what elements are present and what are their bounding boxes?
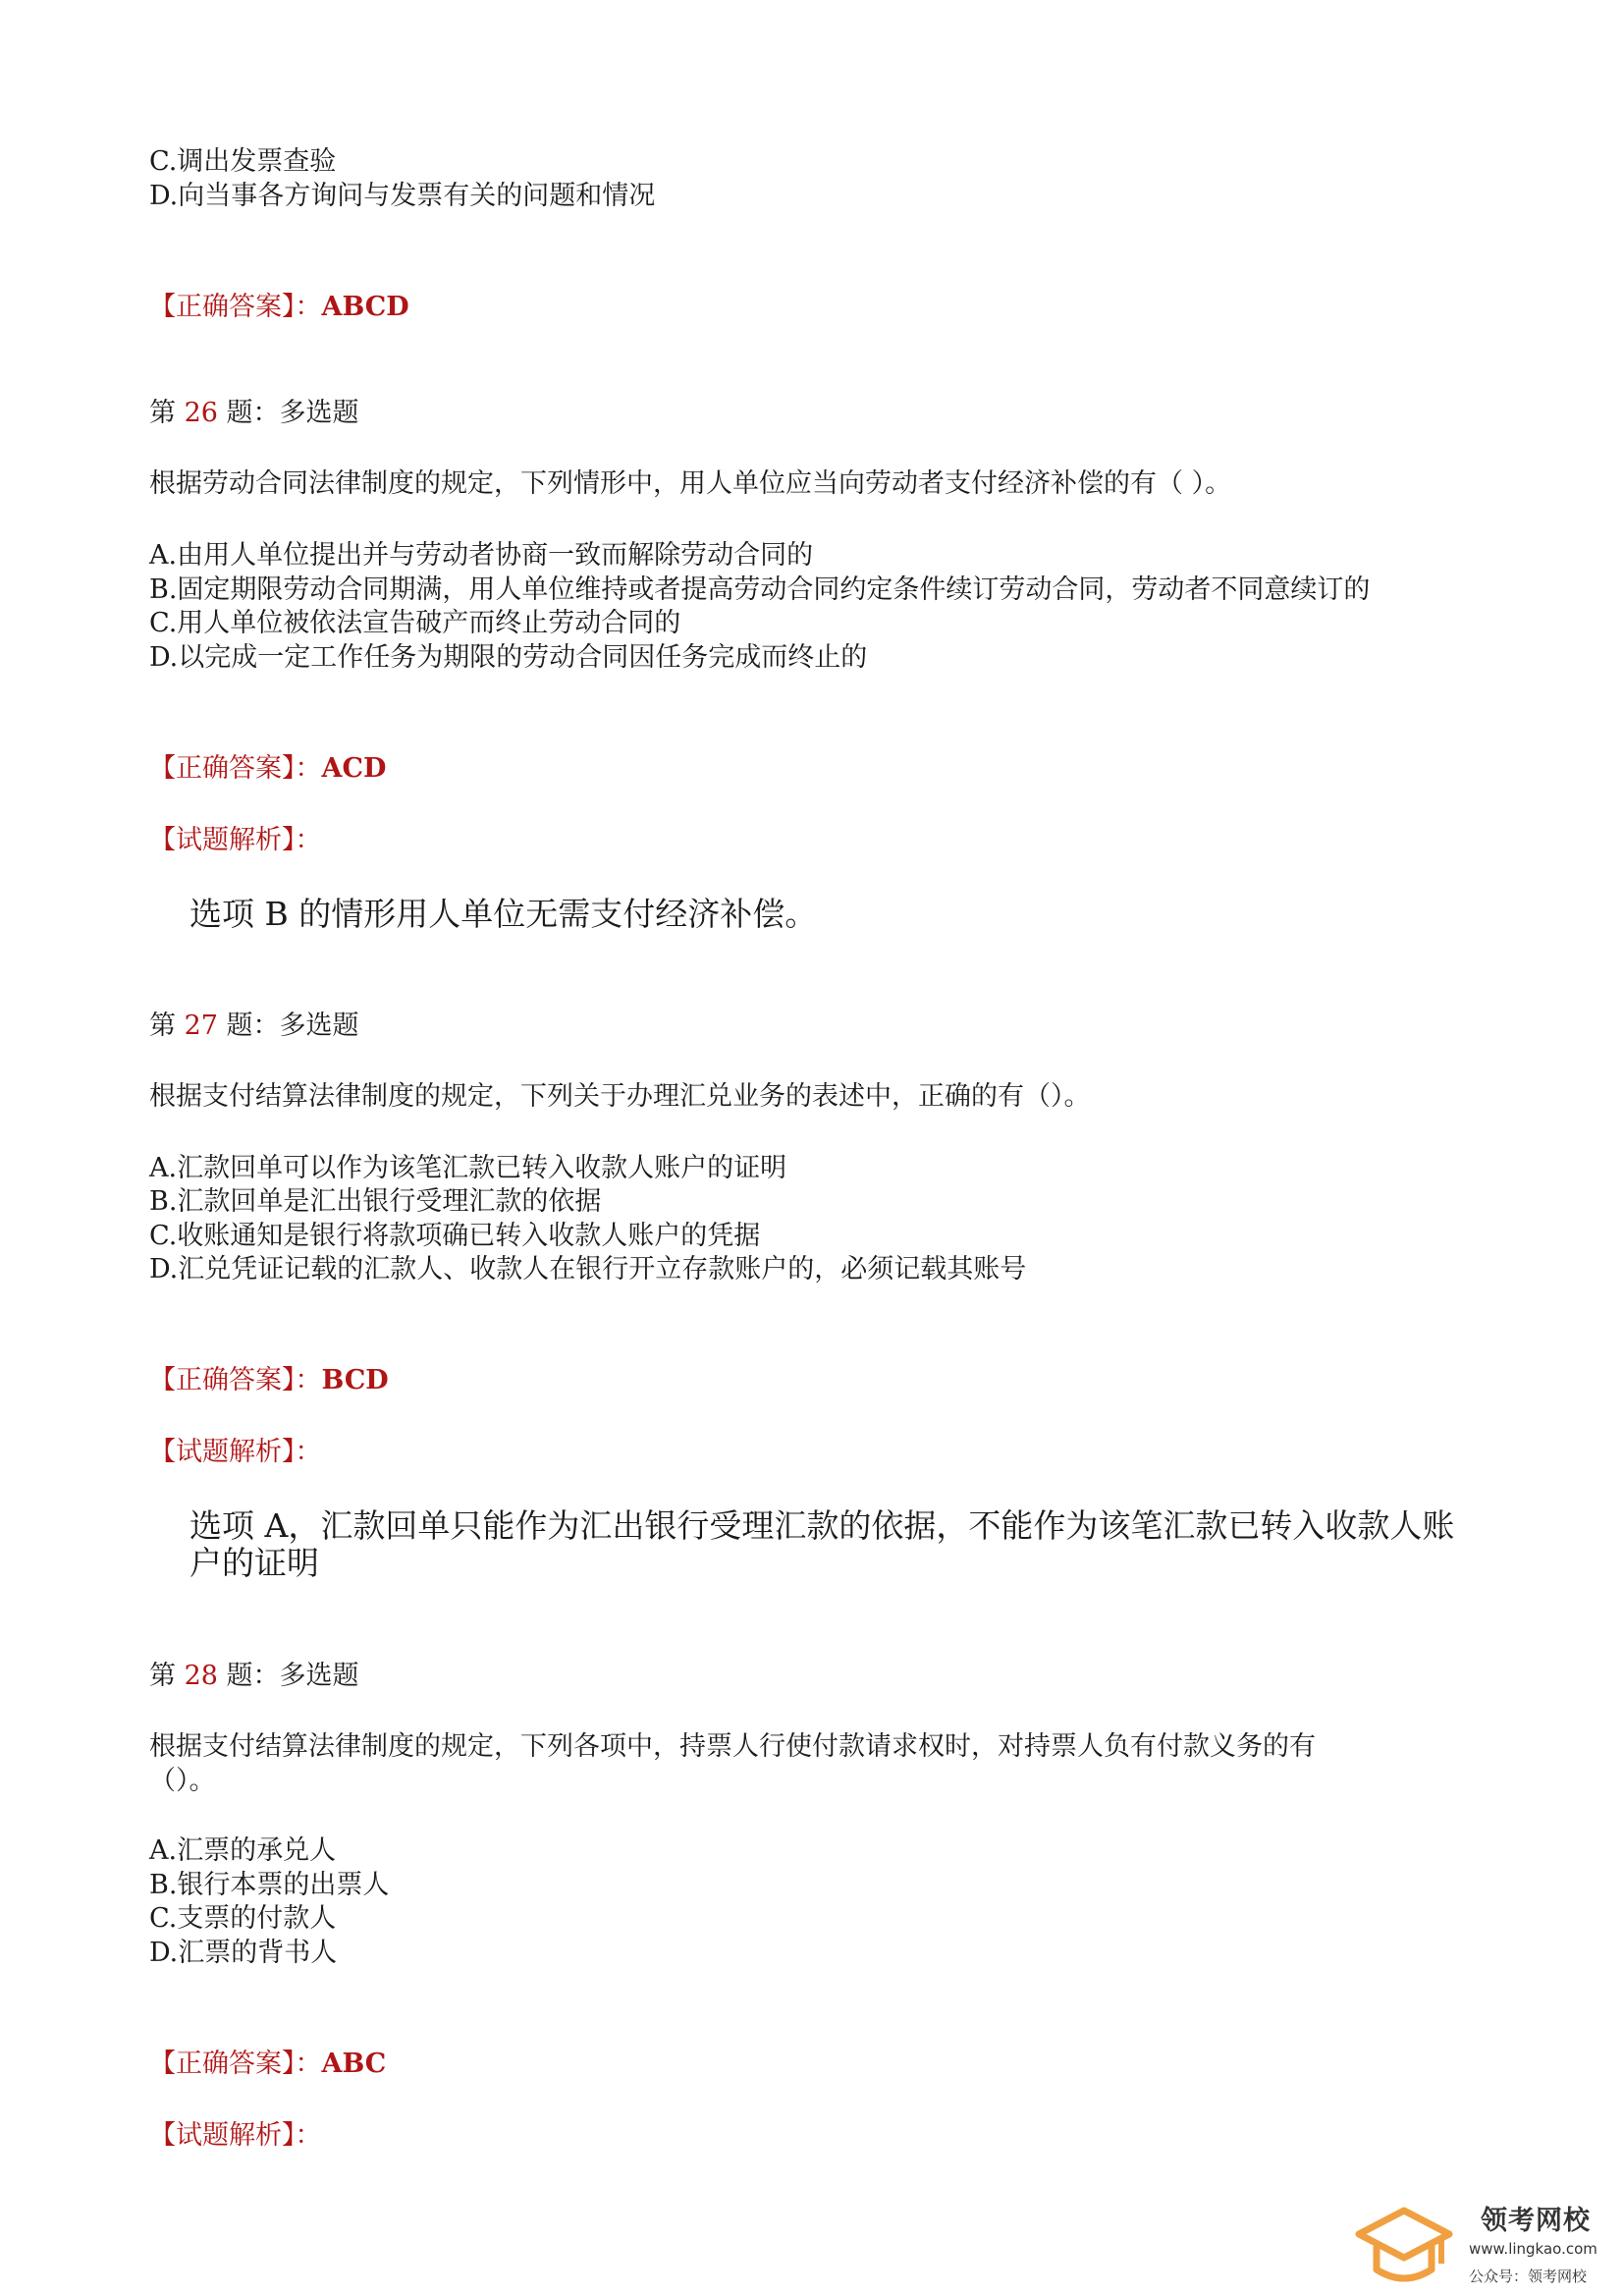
option-d: D.以完成一定工作任务为期限的劳动合同因任务完成而终止的 xyxy=(149,642,868,673)
option-d: D.向当事各方询问与发票有关的问题和情况 xyxy=(149,181,656,211)
question-header-26 xyxy=(149,397,359,430)
answer-q28 xyxy=(149,2048,386,2081)
question-stem-27: 根据支付结算法律制度的规定，下列关于办理汇兑业务的表述中，正确的有（）。 xyxy=(149,1081,1091,1112)
question-stem-28-line2: （）。 xyxy=(149,1766,216,1796)
analysis-label-q27: 【试题解析】： xyxy=(149,1437,322,1467)
question-type: 题：多选题 xyxy=(226,398,359,428)
option-c: C.调出发票查验 xyxy=(149,146,337,177)
option-b: B.银行本票的出票人 xyxy=(149,1870,390,1900)
analysis-label-q26: 【试题解析】： xyxy=(149,825,322,855)
analysis-text-q26: 选项 B 的情形用人单位无需支付经济补偿。 xyxy=(189,895,818,933)
answer-label: 【正确答案】： xyxy=(149,2049,322,2079)
option-c: C.收账通知是银行将款项确已转入收款人账户的凭据 xyxy=(149,1221,761,1251)
option-a: A.汇票的承兑人 xyxy=(149,1835,337,1866)
question-number: 28 xyxy=(184,1661,218,1691)
question-stem-26: 根据劳动合同法律制度的规定，下列情形中，用人单位应当向劳动者支付经济补偿的有（ ）。 xyxy=(149,468,1232,499)
answer-q26 xyxy=(149,752,386,786)
answer-value: ABCD xyxy=(321,292,409,322)
answer-value: BCD xyxy=(321,1365,389,1395)
answer-label: 【正确答案】： xyxy=(149,292,322,322)
analysis-text-q27-line1: 选项 A，汇款回单只能作为汇出银行受理汇款的依据，不能作为该笔汇款已转入收款人账 xyxy=(189,1506,1455,1545)
lingkao-logo xyxy=(1355,2195,1610,2293)
question-stem-28-line1: 根据支付结算法律制度的规定，下列各项中，持票人行使付款请求权时，对持票人负有付款义务的有 xyxy=(149,1731,1316,1762)
graduation-cap-icon xyxy=(1355,2205,1453,2293)
analysis-label-q28: 【试题解析】： xyxy=(149,2120,322,2151)
answer-q25 xyxy=(149,291,409,324)
question-type: 题：多选题 xyxy=(226,1661,359,1691)
question-prefix: 第 xyxy=(149,1011,176,1041)
question-prefix: 第 xyxy=(149,1661,176,1691)
answer-label: 【正确答案】： xyxy=(149,753,322,784)
answer-value: ACD xyxy=(321,753,387,784)
option-b: B.汇款回单是汇出银行受理汇款的依据 xyxy=(149,1186,602,1217)
logo-url: www.lingkao.com xyxy=(1469,2240,1597,2258)
option-d: D.汇票的背书人 xyxy=(149,1938,338,1968)
option-a: A.汇款回单可以作为该笔汇款已转入收款人账户的证明 xyxy=(149,1153,787,1183)
answer-q27 xyxy=(149,1364,389,1397)
option-c: C.支票的付款人 xyxy=(149,1903,337,1934)
option-b: B.固定期限劳动合同期满，用人单位维持或者提高劳动合同约定条件续订劳动合同，劳动者不同意续订的 xyxy=(149,574,1371,605)
option-a: A.由用人单位提出并与劳动者协商一致而解除劳动合同的 xyxy=(149,540,814,571)
question-header-27 xyxy=(149,1010,359,1043)
answer-value: ABC xyxy=(321,2049,387,2079)
question-header-28 xyxy=(149,1660,359,1693)
question-type: 题：多选题 xyxy=(226,1011,359,1041)
logo-brand: 领考网校 xyxy=(1481,2206,1591,2236)
question-prefix: 第 xyxy=(149,398,176,428)
option-d: D.汇兑凭证记载的汇款人、收款人在银行开立存款账户的，必须记载其账号 xyxy=(149,1254,1027,1285)
option-c: C.用人单位被依法宣告破产而终止劳动合同的 xyxy=(149,608,681,638)
analysis-text-q27-line2: 户的证明 xyxy=(189,1544,319,1582)
question-number: 26 xyxy=(184,398,218,428)
question-number: 27 xyxy=(184,1011,218,1041)
answer-label: 【正确答案】： xyxy=(149,1365,322,1395)
logo-wechat: 公众号：领考网校 xyxy=(1469,2268,1588,2285)
